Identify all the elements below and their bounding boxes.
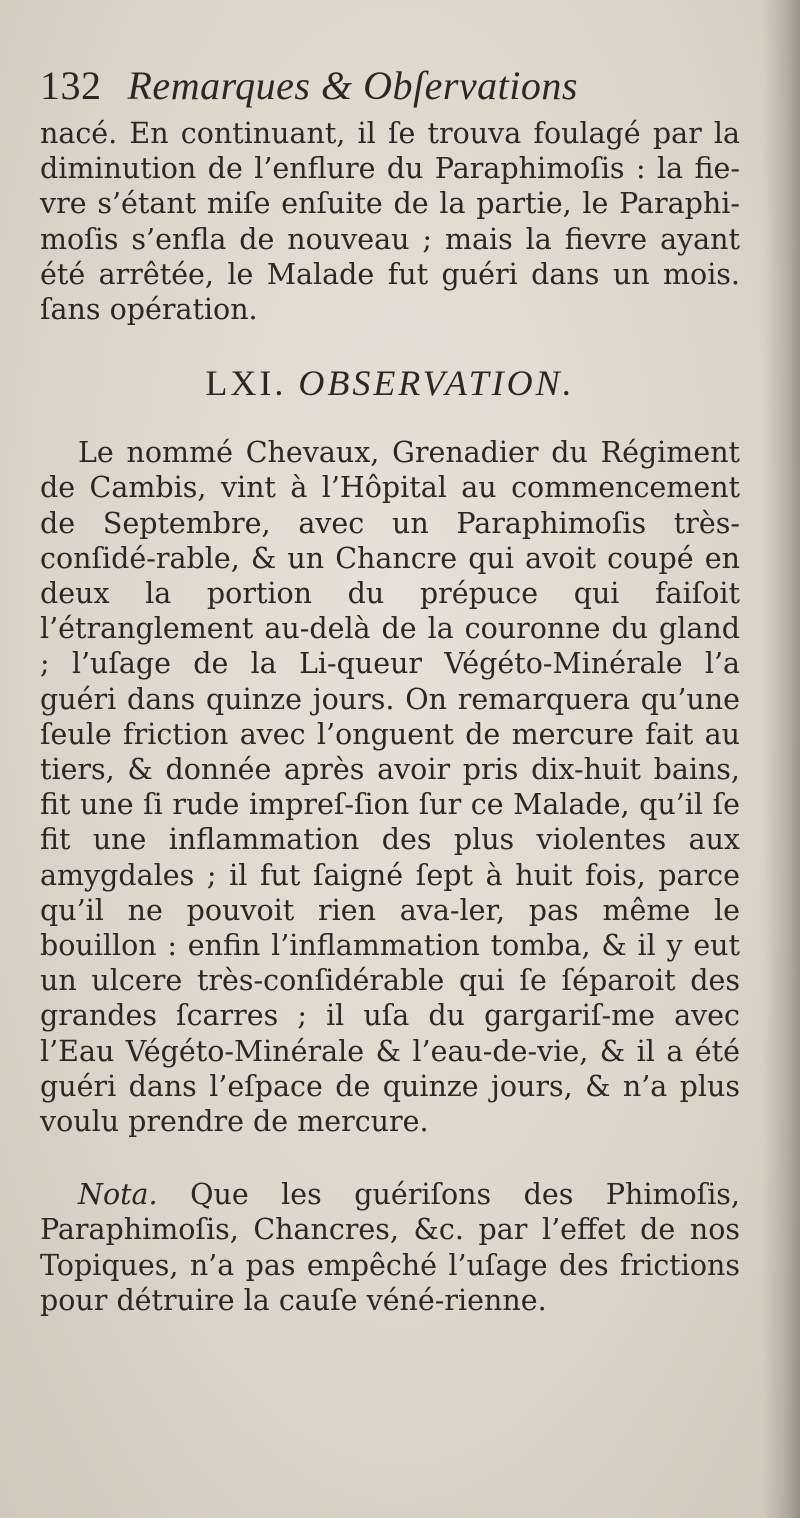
running-title: Remarques & Obſervations bbox=[127, 63, 578, 108]
observation-label: OBSERVATION. bbox=[298, 363, 575, 404]
nota-paragraph bbox=[40, 1177, 740, 1318]
observation-heading bbox=[40, 361, 740, 405]
observation-number: LXI. bbox=[205, 363, 287, 404]
page-text-block bbox=[40, 62, 740, 1318]
observation-body: Le nommé Chevaux, Grenadier du Régiment de Cambis, vint à l’Hôpital au commencement de Septembre, avec un Paraphimoſis très-conſidé-rable, & un Chancre qui avoit coupé en deux la portion du prépuce qui faiſoit l’étranglement au-delà de la couronne du gland ; l’uſage de la Li-queur Végéto-Minérale l’a guéri dans quinze jours. On remarquera qu’une ſeule friction avec l’onguent de mercure fait au tiers, & donnée après avoir pris dix-huit bains, fit une ſi rude impreſ-ſion ſur ce Malade, qu’il ſe fit une inflammation des plus violentes aux amygdales ; il fut ſaigné ſept à huit fois, parce qu’il ne pouvoit rien ava-ler, pas même le bouillon : enfin l’inflammation tomba, & il y eut un ulcere très-conſidérable qui ſe ſéparoit des grandes ſcarres ; il uſa du gargariſ-me avec l’Eau Végéto-Minérale & l’eau-de-vie, & il a été guéri dans l’eſpace de quinze jours, & n’a plus voulu prendre de mercure. bbox=[40, 436, 740, 1139]
page-edge-shadow bbox=[762, 0, 800, 1518]
page-number: 132 bbox=[40, 63, 102, 108]
continued-paragraph: nacé. En continuant, il ſe trouva foulagé par la diminution de l’enflure du Paraphimoſis : la fie-vre s’étant miſe enſuite de la partie, le Paraphi-moſis s’enfla de nouveau ; mais la fievre ayant été arrêtée, le Malade fut guéri dans un mois. ſans opération. bbox=[40, 117, 740, 327]
nota-label: Nota. bbox=[78, 1178, 158, 1212]
nota-body: Que les guériſons des Phimoſis, Paraphimoſis, Chancres, &c. par l’effet de nos Topiques, n’a pas empêché l’uſage des frictions pour détruire la cauſe véné-rienne. bbox=[40, 1178, 740, 1317]
running-head bbox=[40, 62, 740, 110]
